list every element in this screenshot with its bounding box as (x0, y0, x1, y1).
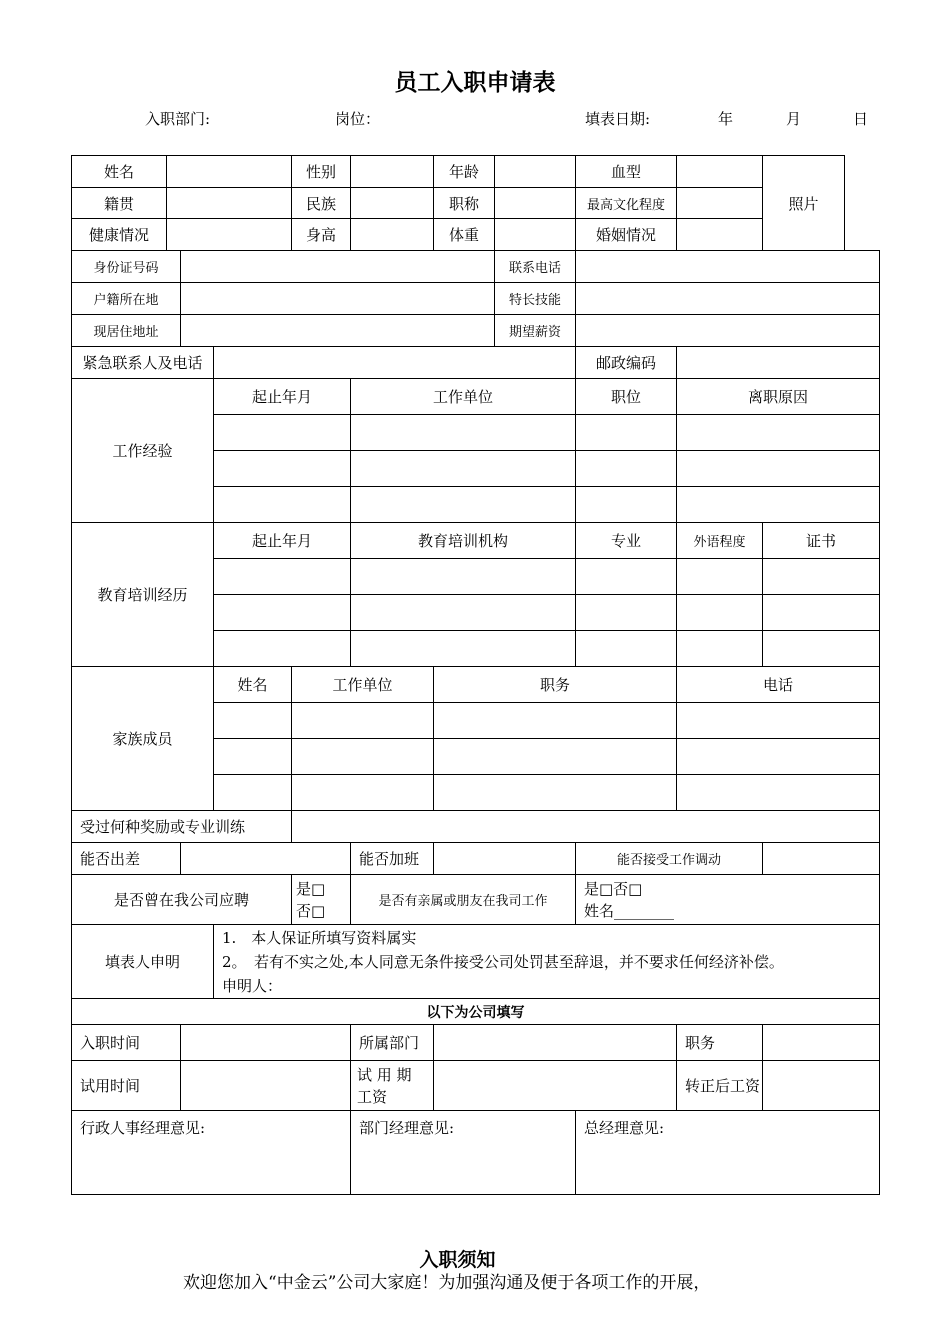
family-cell[interactable] (292, 775, 434, 811)
family-cell[interactable] (677, 703, 880, 739)
native-field[interactable] (167, 188, 292, 219)
edu-cell[interactable] (351, 595, 576, 631)
emergency-label: 紧急联系人及电话 (72, 347, 214, 379)
salary-field[interactable] (576, 315, 880, 347)
photo-box[interactable]: 照片 (763, 156, 845, 251)
entry-time-label: 入职时间 (72, 1025, 181, 1061)
regular-salary-field[interactable] (763, 1061, 880, 1111)
work-cell[interactable] (351, 415, 576, 451)
family-header: 电话 (677, 667, 880, 703)
awards-field[interactable] (292, 811, 880, 843)
work-cell[interactable] (677, 451, 880, 487)
no-checkbox[interactable]: 否□ (296, 901, 326, 920)
probation-salary-label: 试 用 期 工资 (351, 1061, 434, 1111)
date-label: 填表日期: (585, 110, 651, 128)
education-label: 最高文化程度 (576, 188, 677, 219)
year-label: 年 (718, 110, 734, 128)
family-cell[interactable] (677, 775, 880, 811)
age-field[interactable] (495, 156, 576, 188)
declaration-text (214, 925, 880, 999)
regular-salary-label: 转正后工资 (677, 1061, 763, 1111)
work-header: 起止年月 (214, 379, 351, 415)
gender-label: 性别 (292, 156, 351, 188)
weight-label: 体重 (434, 219, 495, 251)
edu-header: 外语程度 (677, 523, 763, 559)
duty-field[interactable] (763, 1025, 880, 1061)
family-cell[interactable] (214, 739, 292, 775)
relatives-field[interactable] (576, 875, 880, 925)
relatives-name[interactable]: 姓名________ (584, 901, 675, 920)
company-section-title: 以下为公司填写 (72, 999, 880, 1025)
work-cell[interactable] (576, 415, 677, 451)
family-cell[interactable] (677, 739, 880, 775)
family-header: 职务 (434, 667, 677, 703)
address-label: 现居住地址 (72, 315, 181, 347)
edu-cell[interactable] (214, 631, 351, 667)
position-label: 岗位： (335, 110, 381, 128)
entry-time-field[interactable] (181, 1025, 351, 1061)
edu-cell[interactable] (677, 559, 763, 595)
family-label: 家族成员 (72, 667, 214, 811)
health-field[interactable] (167, 219, 292, 251)
postcode-label: 邮政编码 (576, 347, 677, 379)
work-cell[interactable] (576, 487, 677, 523)
postcode-field[interactable] (677, 347, 880, 379)
travel-label: 能否出差 (72, 843, 181, 875)
skills-label: 特长技能 (495, 283, 576, 315)
work-header: 职位 (576, 379, 677, 415)
page-title: 员工入职申请表 (394, 70, 556, 96)
phone-label: 联系电话 (495, 251, 576, 283)
work-cell[interactable] (214, 487, 351, 523)
relatives-label: 是否有亲属或朋友在我司工作 (351, 875, 576, 925)
applied-before-label: 是否曾在我公司应聘 (72, 875, 292, 925)
declaration-line: 1. 本人保证所填写资料属实 (222, 928, 417, 947)
edu-cell[interactable] (214, 559, 351, 595)
edu-cell[interactable] (677, 595, 763, 631)
probation-time-label: 试用时间 (72, 1061, 181, 1111)
dept-opinion[interactable]: 部门经理意见: (351, 1111, 576, 1195)
probation-salary-field[interactable] (434, 1061, 677, 1111)
work-cell[interactable] (677, 487, 880, 523)
work-cell[interactable] (351, 487, 576, 523)
edu-header: 起止年月 (214, 523, 351, 559)
edu-cell[interactable] (763, 595, 880, 631)
blood-field[interactable] (677, 156, 763, 188)
travel-field[interactable] (181, 843, 351, 875)
phone-field[interactable] (576, 251, 880, 283)
overtime-field[interactable] (434, 843, 576, 875)
edu-cell[interactable] (351, 631, 576, 667)
height-field[interactable] (351, 219, 434, 251)
weight-field[interactable] (495, 219, 576, 251)
work-label: 工作经验 (72, 379, 214, 523)
edu-cell[interactable] (351, 559, 576, 595)
blood-label: 血型 (576, 156, 677, 188)
salary-label: 期望薪资 (495, 315, 576, 347)
probation-time-field[interactable] (181, 1061, 351, 1111)
work-header: 工作单位 (351, 379, 576, 415)
declaration-label: 填表人申明 (72, 925, 214, 999)
emergency-field[interactable] (214, 347, 576, 379)
edu-cell[interactable] (677, 631, 763, 667)
health-label: 健康情况 (72, 219, 167, 251)
edu-cell[interactable] (763, 559, 880, 595)
department-label: 入职部门: (145, 110, 211, 128)
edu-header: 教育培训机构 (351, 523, 576, 559)
photo-gap (845, 156, 880, 251)
yes-checkbox[interactable]: 是□ (296, 879, 326, 898)
height-label: 身高 (292, 219, 351, 251)
work-cell[interactable] (214, 415, 351, 451)
work-cell[interactable] (576, 451, 677, 487)
edu-cell[interactable] (576, 631, 677, 667)
title-label: 职称 (434, 188, 495, 219)
applied-before-options[interactable] (292, 875, 351, 925)
gm-opinion[interactable]: 总经理意见: (576, 1111, 880, 1195)
month-label: 月 (786, 110, 802, 128)
edu-cell[interactable] (214, 595, 351, 631)
work-header: 离职原因 (677, 379, 880, 415)
edu-cell[interactable] (576, 559, 677, 595)
ethnicity-label: 民族 (292, 188, 351, 219)
hukou-label: 户籍所在地 (72, 283, 181, 315)
gender-field[interactable] (351, 156, 434, 188)
family-cell[interactable] (292, 703, 434, 739)
id-number-field[interactable] (181, 251, 495, 283)
edu-label: 教育培训经历 (72, 523, 214, 667)
notice-text: 欢迎您加入“中金云”公司大家庭！为加强沟通及便于各项工作的开展， (183, 1273, 711, 1293)
ethnicity-field[interactable] (351, 188, 434, 219)
marriage-label: 婚姻情况 (576, 219, 677, 251)
hukou-field[interactable] (181, 283, 495, 315)
family-cell[interactable] (434, 739, 677, 775)
overtime-label: 能否加班 (351, 843, 434, 875)
edu-cell[interactable] (763, 631, 880, 667)
declaration-line: 2。 若有不实之处,本人同意无条件接受公司处罚甚至辞退，并不要求任何经济补偿。 (222, 952, 784, 971)
transfer-field[interactable] (763, 843, 880, 875)
relatives-checkbox[interactable]: 是□否□ (584, 879, 643, 898)
skills-field[interactable] (576, 283, 880, 315)
address-field[interactable] (181, 315, 495, 347)
name-field[interactable] (167, 156, 292, 188)
family-header: 姓名 (214, 667, 292, 703)
work-cell[interactable] (677, 415, 880, 451)
family-cell[interactable] (434, 703, 677, 739)
family-cell[interactable] (434, 775, 677, 811)
dept-label: 所属部门 (351, 1025, 434, 1061)
family-cell[interactable] (214, 703, 292, 739)
transfer-label: 能否接受工作调动 (576, 843, 763, 875)
work-cell[interactable] (351, 451, 576, 487)
edu-header: 专业 (576, 523, 677, 559)
declarant-label: 申明人： (222, 976, 283, 995)
day-label: 日 (853, 110, 869, 128)
duty-label: 职务 (677, 1025, 763, 1061)
notice-title: 入职须知 (419, 1249, 496, 1271)
native-label: 籍贯 (72, 188, 167, 219)
work-cell[interactable] (214, 451, 351, 487)
name-label: 姓名 (72, 156, 167, 188)
application-form (71, 155, 880, 1195)
family-header: 工作单位 (292, 667, 434, 703)
education-field[interactable] (677, 188, 763, 219)
marriage-field[interactable] (677, 219, 763, 251)
id-number-label: 身份证号码 (72, 251, 181, 283)
family-cell[interactable] (292, 739, 434, 775)
awards-label: 受过何种奖励或专业训练 (72, 811, 292, 843)
family-cell[interactable] (214, 775, 292, 811)
dept-field[interactable] (434, 1025, 677, 1061)
title-field[interactable] (495, 188, 576, 219)
edu-header: 证书 (763, 523, 880, 559)
age-label: 年龄 (434, 156, 495, 188)
edu-cell[interactable] (576, 595, 677, 631)
hr-opinion[interactable]: 行政人事经理意见: (72, 1111, 351, 1195)
